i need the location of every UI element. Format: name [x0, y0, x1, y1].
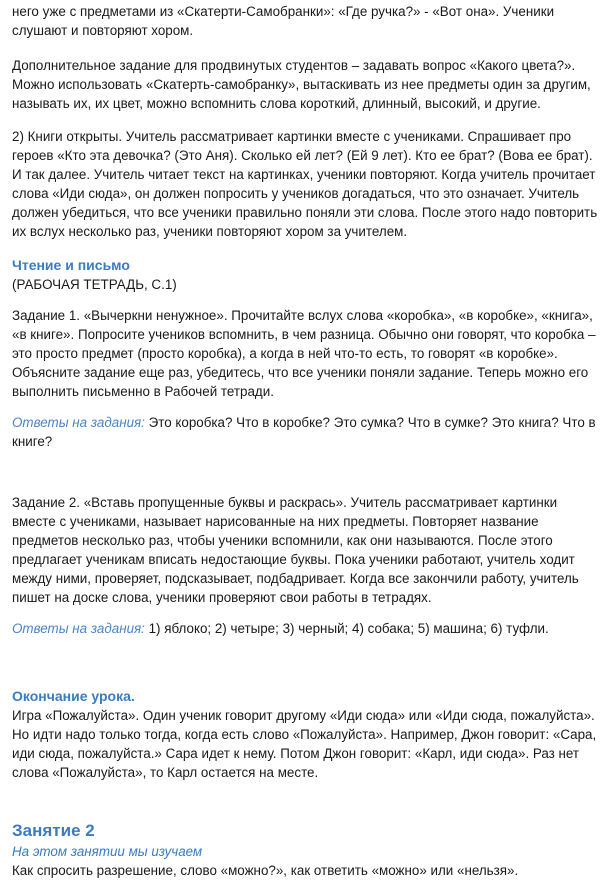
task-2-paragraph: Задание 2. «Вставь пропущенные буквы и раскрась». Учитель рассматривает картинки вместе с учениками, называет нарисованные на них предметы. Повторяет название предметов несколько раз, чтобы ученики вспомнили, как они называются. После этого предлагает ученикам вписать недостающие буквы. Пока ученики работают, учитель ходит между ними, проверяет, подсказывает, подбадривает. Когда все закончили работу, учитель пишет на доске слова, ученики проверяют свои работы в тетрадях.	[12, 495, 579, 605]
intro-paragraph-3: 2) Книги открыты. Учитель рассматривает картинки вместе с учениками. Спрашивает про героев «Кто эта девочка? (Это Аня). Сколько ей лет? (Ей 9 лет). Кто ее брат? (Вова ее брат). И так далее. Учитель читает текст на картинках, ученики повторяют. Когда учитель прочитает слова «Иди сюда», он должен попросить у учеников догадаться, что это означает. Учитель должен убедиться, что все ученики правильно поняли эти слова. После этого надо повторить их вслух несколько раз, ученики повторяют хором за учителем.	[12, 129, 598, 239]
reading-writing-heading: Чтение и письмо	[12, 257, 130, 273]
answers-1-label: Ответы на задания:	[12, 415, 145, 430]
lesson-end-text: Игра «Пожалуйста». Один ученик говорит другому «Иди сюда» или «Иди сюда, пожалуйста». Но идти надо только тогда, когда есть слово «Пожалуйста». Например, Джон говорит: «Сара, иди сюда, пожалуйста.» Сара идет к нему. Потом Джон говорит: «Карл, иди сюда». Раз нет слова «Пожалуйста», то Карл остается на месте.	[12, 708, 597, 780]
answers-2-line	[12, 619, 598, 638]
task-1-paragraph: Задание 1. «Вычеркни ненужное». Прочитайте вслух слова «коробка», «в коробке», «книга», «в книге». Попросите учеников вспомнить, в чем разница. Обычно они говорят, что коробка – это просто предмет (просто коробка), а когда в ней что-то есть, то говорят «в коробке». Объясните задание еще раз, убедитесь, что все ученики поняли задание. Теперь можно его выполнить письменно в Рабочей тетради.	[12, 308, 596, 399]
lesson-2-subheading: На этом занятии мы изучаем	[12, 844, 203, 859]
intro-paragraph-1: него уже с предметами из «Скатерти-Самобранки»: «Где ручка?» - «Вот она». Ученики слушают и повторяют хором.	[12, 4, 555, 38]
answers-1-line	[12, 413, 598, 451]
workbook-reference: (РАБОЧАЯ ТЕТРАДЬ, С.1)	[12, 277, 177, 292]
intro-paragraph-2: Дополнительное задание для продвинутых студентов – задавать вопрос «Какого цвета?». Можно использовать «Скатерть-самобранку», вытаскивать из нее предметы один за другим, называть их, их цвет, можно вспомнить слова короткий, длинный, высокий, и другие.	[12, 58, 591, 111]
answers-2-text: 1) яблоко; 2) четыре; 3) черный; 4) собака; 5) машина; 6) туфли.	[144, 621, 549, 636]
lesson-2-section	[12, 820, 598, 880]
lesson-end-section	[12, 686, 598, 782]
reading-writing-section	[12, 255, 598, 638]
lesson-end-heading: Окончание урока.	[12, 688, 135, 704]
answers-1-text: Это коробка? Что в коробке? Это сумка? Что в сумке? Это книга? Что в книге?	[12, 415, 596, 449]
lesson-2-text: Как спросить разрешение, слово «можно?», как ответить «можно» или «нельзя».	[12, 863, 519, 878]
answers-2-label: Ответы на задания:	[12, 621, 145, 636]
lesson-2-heading: Занятие 2	[12, 821, 95, 840]
